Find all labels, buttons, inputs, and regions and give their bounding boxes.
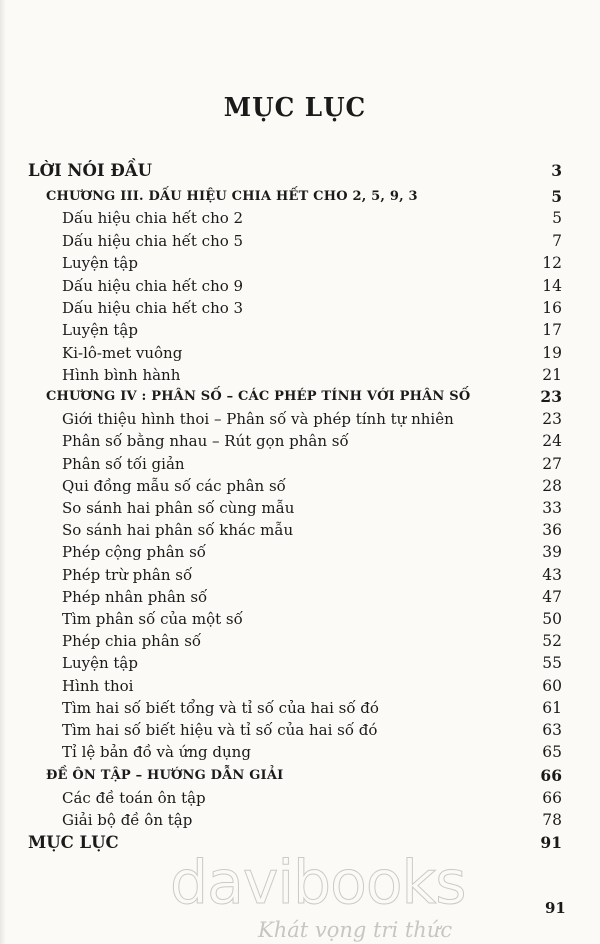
toc-entry-title: Dấu hiệu chia hết cho 9 <box>62 277 244 295</box>
toc-entry-page: 23 <box>542 410 562 428</box>
toc-entry <box>0 809 600 831</box>
toc-entry-title: Giải bộ đề ôn tập <box>62 811 193 829</box>
toc-entry-title: Luyện tập <box>62 254 138 272</box>
toc-entry-title: Tìm hai số biết tổng và tỉ số của hai số đó <box>62 699 379 717</box>
toc-entry-page: 39 <box>542 543 562 561</box>
toc-entry <box>0 386 600 408</box>
page-number: 91 <box>545 899 566 917</box>
toc-entry <box>0 475 600 497</box>
toc-entry-page: 21 <box>542 366 562 384</box>
toc-entry-page: 52 <box>542 632 562 650</box>
toc-entry-title: Hình bình hành <box>62 366 181 384</box>
toc-entry <box>0 453 600 475</box>
toc-entry <box>0 297 600 319</box>
toc-entry-page: 50 <box>542 610 562 628</box>
toc-entry-page: 47 <box>542 588 562 606</box>
toc-entry-page: 60 <box>542 677 562 695</box>
toc-entry-page: 33 <box>542 499 562 517</box>
toc-entry <box>0 564 600 586</box>
page-title: MỤC LỤC <box>223 93 367 123</box>
toc-entry <box>0 408 600 430</box>
toc-entry-title: LỜI NÓI ĐẦU <box>28 161 152 180</box>
toc-entry-title: Phép cộng phân số <box>62 543 206 561</box>
toc-entry-page: 24 <box>542 432 562 450</box>
toc-entry-title: Phép chia phân số <box>62 632 202 650</box>
toc-entry <box>0 497 600 519</box>
toc-entry-page: 5 <box>552 209 562 227</box>
toc-entry <box>0 252 600 274</box>
toc-entry-page: 61 <box>542 699 562 717</box>
toc-entry-title: Phân số bằng nhau – Rút gọn phân số <box>62 432 349 450</box>
toc-entry <box>0 630 600 652</box>
toc-entry <box>0 160 600 182</box>
toc-entry-page: 3 <box>551 161 562 180</box>
toc-entry <box>0 342 600 364</box>
toc-entry-page: 91 <box>540 833 562 852</box>
toc-entry-title: MỤC LỤC <box>28 833 119 852</box>
watermark-slogan: Khát vọng tri thức <box>258 918 453 942</box>
toc-entry-title: Phân số tối giản <box>62 455 185 473</box>
toc-entry-title: Hình thoi <box>62 677 134 695</box>
toc-entry-page: 16 <box>542 299 562 317</box>
toc-entry-page: 17 <box>542 321 562 339</box>
toc-entry-page: 7 <box>552 232 562 250</box>
toc-entry-page: 23 <box>540 387 562 406</box>
toc-entry-page: 19 <box>542 344 562 362</box>
toc-entry-title: ĐỀ ÔN TẬP – HƯỚNG DẪN GIẢI <box>46 768 284 783</box>
toc-entry-title: Dấu hiệu chia hết cho 5 <box>62 232 244 250</box>
toc-entry <box>0 586 600 608</box>
toc-entry-title: So sánh hai phân số khác mẫu <box>62 521 294 539</box>
toc-entry-title: Luyện tập <box>62 321 138 339</box>
toc-entry <box>0 430 600 452</box>
toc-entry <box>0 697 600 719</box>
toc-entry <box>0 608 600 630</box>
toc-entry-title: Phép nhân phân số <box>62 588 208 606</box>
toc-entry-title: CHƯƠNG IV : PHÂN SỐ – CÁC PHÉP TÍNH VỚI PHÂN SỐ <box>46 389 471 404</box>
toc-entry-page: 36 <box>542 521 562 539</box>
toc-entry-page: 5 <box>551 187 562 206</box>
toc-entry <box>0 207 600 229</box>
toc-entry <box>0 741 600 763</box>
toc-entry-page: 66 <box>542 789 562 807</box>
toc-entry-page: 14 <box>542 277 562 295</box>
toc-entry-title: CHƯƠNG III. DẤU HIỆU CHIA HẾT CHO 2, 5, 9, 3 <box>46 189 418 204</box>
toc-entry <box>0 541 600 563</box>
toc-entry <box>0 719 600 741</box>
toc-entry-page: 66 <box>540 766 562 785</box>
toc-entry-title: Qui đồng mẫu số các phân số <box>62 477 286 495</box>
toc-entry-title: Tìm phân số của một số <box>62 610 243 628</box>
toc-entry <box>0 519 600 541</box>
toc-entry-title: Luyện tập <box>62 654 138 672</box>
toc-entry <box>0 675 600 697</box>
toc-entry-page: 43 <box>542 566 562 584</box>
toc-entry-title: Ki-lô-met vuông <box>62 344 183 362</box>
toc-entry <box>0 230 600 252</box>
toc-entry-page: 63 <box>542 721 562 739</box>
toc-entry-title: Dấu hiệu chia hết cho 3 <box>62 299 244 317</box>
watermark-brand: davibooks <box>170 848 466 918</box>
toc-entry-page: 28 <box>542 477 562 495</box>
toc-entry <box>0 787 600 809</box>
toc-entry-page: 27 <box>542 455 562 473</box>
toc-entry-page: 65 <box>542 743 562 761</box>
toc-entry <box>0 319 600 341</box>
toc-entry <box>0 364 600 386</box>
toc-entry <box>0 275 600 297</box>
toc-entry <box>0 765 600 787</box>
toc-entry <box>0 652 600 674</box>
toc-entry-title: Tìm hai số biết hiệu và tỉ số của hai số đó <box>62 721 378 739</box>
toc-entry-title: Phép trừ phân số <box>62 566 193 584</box>
toc-entry <box>0 186 600 208</box>
toc-entry-page: 55 <box>542 654 562 672</box>
toc-entry-title: Tỉ lệ bản đồ và ứng dụng <box>62 743 251 761</box>
toc-entry-page: 12 <box>542 254 562 272</box>
toc-entry-title: So sánh hai phân số cùng mẫu <box>62 499 295 517</box>
toc-entry-title: Dấu hiệu chia hết cho 2 <box>62 209 244 227</box>
toc-entry-page: 78 <box>542 811 562 829</box>
toc-entry-title: Giới thiệu hình thoi – Phân số và phép tính tự nhiên <box>62 410 454 428</box>
toc-entry-title: Các đề toán ôn tập <box>62 789 206 807</box>
